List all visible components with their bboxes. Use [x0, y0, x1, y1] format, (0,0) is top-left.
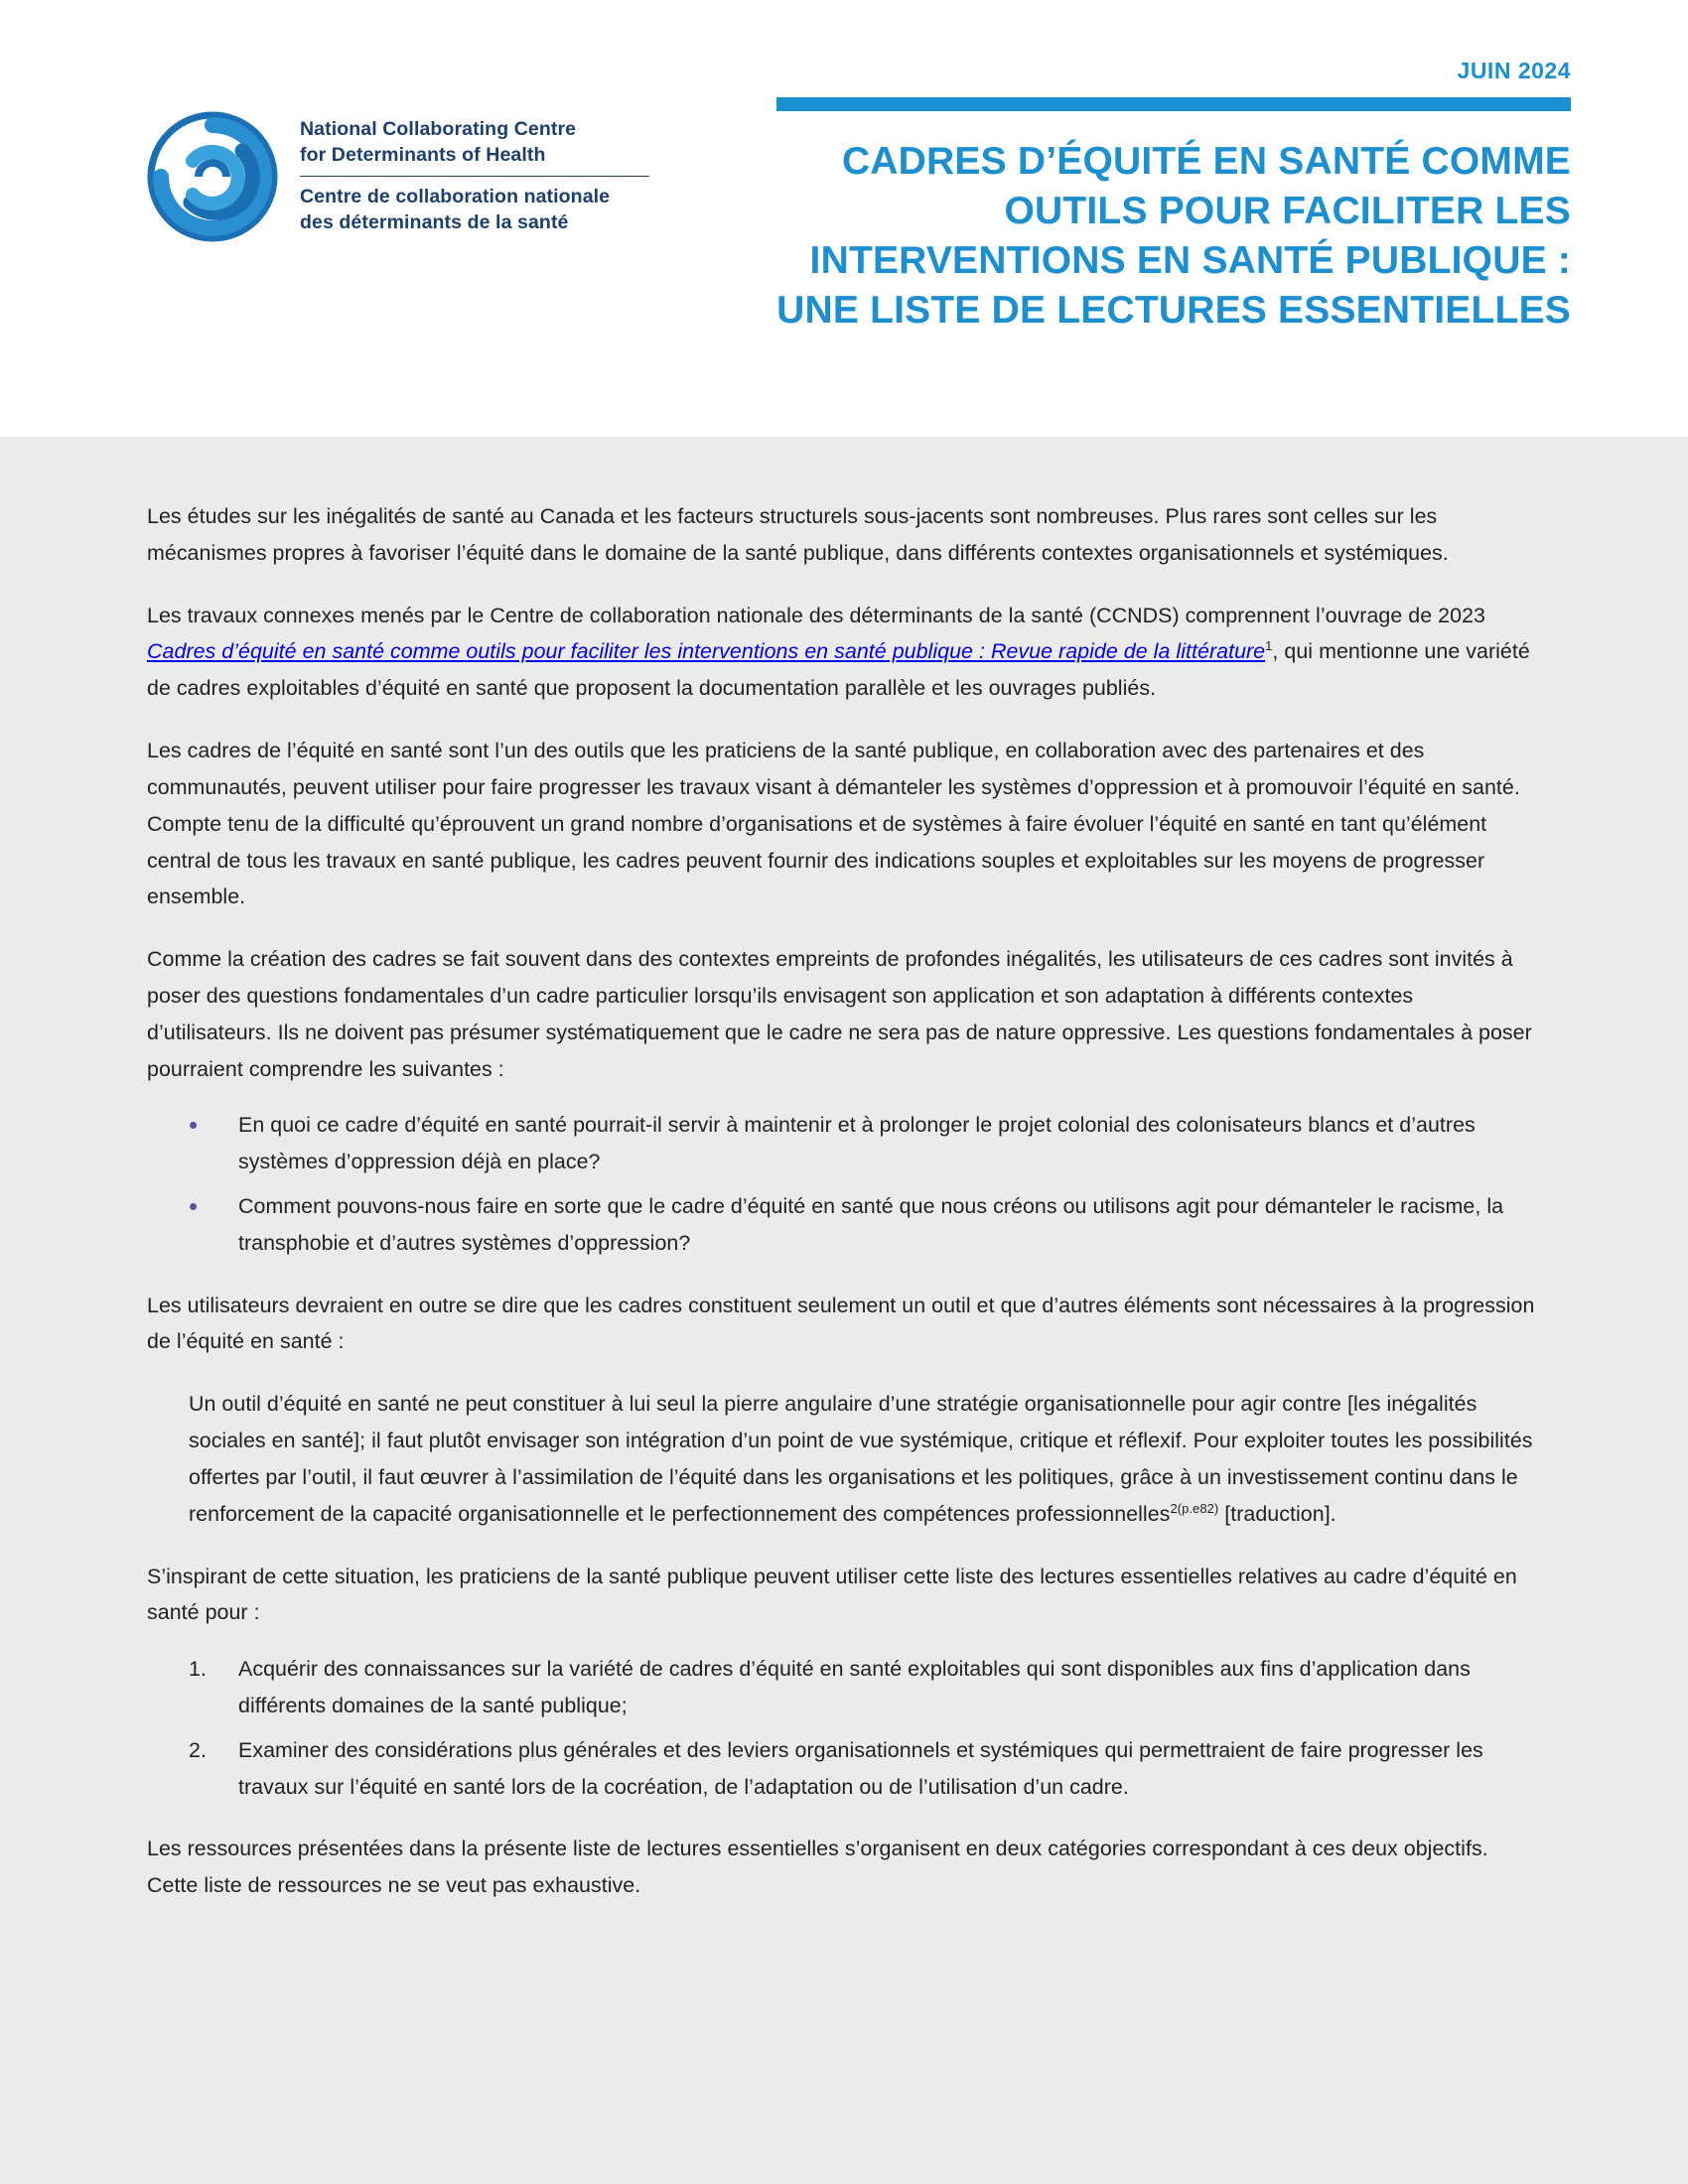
purpose-list [147, 1651, 1541, 1805]
org-name-fr-line1: Centre de collaboration nationale [300, 186, 611, 208]
page-title: CADRES D’ÉQUITÉ EN SANTÉ COMME OUTILS POUR FACILITER LES INTERVENTIONS EN SANTÉ PUBLIQUE : UNE LISTE DE LECTURES ESSENTIELLES [776, 140, 1571, 332]
pull-quote-text [189, 1386, 1541, 1532]
p2-text-before: Les travaux connexes menés par le Centre de collaboration nationale des déterminants de la santé (CCNDS) comprennent l’ouvrage de 2023 [147, 603, 1485, 627]
paragraph-critical-questions-intro: Comme la création des cadres se fait souvent dans des contextes empreints de profondes inégalités, les utilisateurs de ces cadres sont invités à poser des questions fondamentales d’un cadre particulier lorsqu’ils envisagent son application et son adaptation à différents contextes d’utilisateurs. Ils ne doivent pas présumer systématiquement que le cadre ne sera pas de nature oppressive. Les questions fondamentales à poser pourraient comprendre les suivantes : [147, 947, 1532, 1081]
title-block [776, 97, 1571, 361]
organization-logo-block [147, 111, 649, 242]
document-header [0, 0, 1688, 437]
org-name-en-line2: for Determinants of Health [300, 144, 546, 167]
title-accent-bar [776, 97, 1571, 111]
organization-name [300, 117, 649, 235]
critical-questions-list [147, 1107, 1541, 1261]
p2-text-after: , qui mentionne une variété de cadres exploitables d’équité en santé que proposent la documentation parallèle et les ouvrages publiés. [147, 639, 1530, 701]
list-item: • Comment pouvons-nous faire en sorte que le cadre d’équité en santé que nous créons ou utilisons agit pour démanteler le racisme, la transphobie et d’autres systèmes d’oppression? [189, 1188, 1541, 1262]
paragraph-related-work [147, 598, 1541, 707]
org-name-en-line1: National Collaborating Centre [300, 118, 577, 141]
org-name-fr-line2: des déterminants de la santé [300, 210, 569, 233]
list-item: Acquérir des connaissances sur la variété de cadres d’équité en santé exploitables qui sont disponibles aux fins d’application dans différents domaines de la santé publique; [238, 1657, 1471, 1717]
paragraph-frameworks-tools: Les cadres de l’équité en santé sont l’un des outils que les praticiens de la santé publique, en collaboration avec des partenaires et des communautés, peuvent utiliser pour faire progresser les travaux visant à démanteler les systèmes d’oppression et à promouvoir l’équité en santé. Compte tenu de la difficulté qu’éprouvent un grand nombre d’organisations et de systèmes à faire évoluer l’équité en santé en tant qu’élément central de tous les travaux en santé publique, les cadres peuvent fournir des indications souples et exploitables sur les moyens de progresser ensemble. [147, 739, 1520, 909]
document-body [0, 437, 1688, 2184]
list-item: Examiner des considérations plus générales et des leviers organisationnels et systémiques qui permettraient de faire progresser les travaux sur l’équité en santé lors de la cocréation, de l’adaptation ou de l’utilisation d’un cadre. [238, 1737, 1483, 1799]
list-item: • En quoi ce cadre d’équité en santé pourrait-il servir à maintenir et à prolonger le projet colonial des colonisateurs blancs et d’autres systèmes d’oppression déjà en place? [189, 1107, 1541, 1180]
paragraph-closing: Les ressources présentées dans la présente liste de lectures essentielles s’organisent en deux catégories correspondant à ces deux objectifs. Cette liste de ressources ne se veut pas exhaustive. [147, 1837, 1488, 1898]
footnote-ref-2[interactable]: 2(p.e82) [1170, 1500, 1219, 1516]
paragraph-tools-only: Les utilisateurs devraient en outre se dire que les cadres constituent seulement un outil et que d’autres éléments sont nécessaires à la progression de l’équité en santé : [147, 1293, 1535, 1354]
logo-divider [300, 176, 649, 178]
pull-quote [147, 1386, 1541, 1532]
paragraph-purpose-intro: S’inspirant de cette situation, les praticiens de la santé publique peuvent utiliser cette liste des lectures essentielles relatives au cadre d’équité en santé pour : [147, 1564, 1517, 1625]
footnote-ref-1[interactable]: 1 [1265, 638, 1273, 654]
rapid-review-link[interactable]: Cadres d’équité en santé comme outils pour faciliter les interventions en santé publique : Revue rapide de la littérature [147, 639, 1266, 664]
paragraph-intro: Les études sur les inégalités de santé au Canada et les facteurs structurels sous-jacents sont nombreuses. Plus rares sont celles sur les mécanismes propres à favoriser l’équité dans le domaine de la santé publique, dans différents contextes organisationnels et systémiques. [147, 504, 1449, 565]
publication-date: JUIN 2024 [1457, 58, 1571, 83]
quote-body: Un outil d’équité en santé ne peut constituer à lui seul la pierre angulaire d’une stratégie organisationnelle pour agir contre [les inégalités sociales en santé]; il faut plutôt envisager son intégration d’un point de vue systémique, critique et réflexif. Pour exploiter toutes les possibilités offertes par l’outil, il faut œuvrer à l’assimilation de l’équité dans les organisations et les politiques, grâce à un investissement continu dans le renforcement de la capacité organisationnelle et le perfectionnement des compétences professionnelles [189, 1392, 1533, 1526]
ccnds-logo-icon [147, 111, 278, 242]
quote-translation-note: [traduction]. [1218, 1501, 1336, 1526]
